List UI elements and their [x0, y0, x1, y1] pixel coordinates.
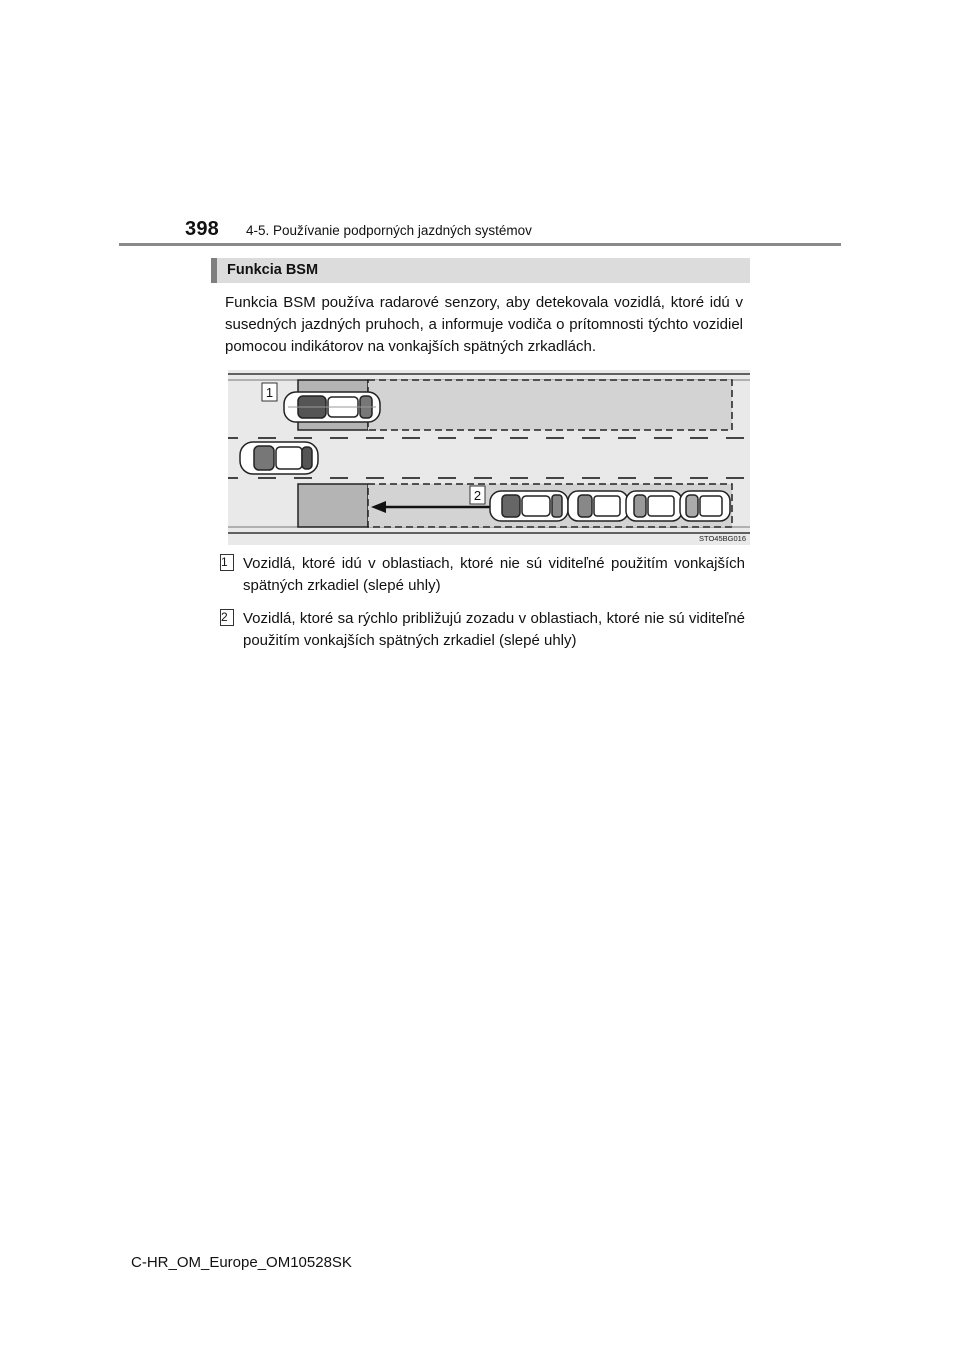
car-approaching-3: [626, 491, 682, 521]
car-own-vehicle: [240, 442, 318, 474]
page-number: 398: [185, 218, 219, 240]
legend-text-1: Vozidlá, ktoré idú v oblastiach, ktoré nie sú viditeľné použitím vonkajších spätných zrkadiel (slepé uhly): [243, 555, 745, 594]
detection-zone-upper: [368, 380, 732, 430]
blind-spot-zone-lower: [298, 484, 368, 527]
bsm-diagram: [228, 370, 750, 545]
callout-1-number: 1: [265, 385, 274, 400]
legend-text-2: Vozidlá, ktoré sa rýchlo približujú zozadu v oblastiach, ktoré nie sú viditeľné použitím vonkajších spätných zrkadiel (slepé uhly): [243, 610, 745, 649]
intro-paragraph: Funkcia BSM používa radarové senzory, aby detekovala vozidlá, ktoré idú v susedných jazdných pruhoch, a informuje vodiča o prítomnosti týchto vozidiel pomocou indikátorov na vonkajších spätných zrkadlách.: [225, 294, 743, 355]
figure-code: STO45BG016: [699, 534, 746, 543]
header-rule: [119, 243, 841, 246]
legend-marker-1: 1: [220, 554, 234, 571]
car-approaching-4: [680, 491, 730, 521]
legend-marker-2: 2: [220, 609, 234, 626]
car-approaching-1: [490, 491, 568, 521]
section-heading-label: Funkcia BSM: [227, 262, 319, 278]
legend-list: [220, 553, 745, 663]
section-heading: [211, 258, 750, 283]
car-approaching-2: [568, 491, 628, 521]
car-blind-spot: [284, 392, 380, 422]
section-title: 4-5. Používanie podporných jazdných systémov: [246, 223, 532, 238]
legend-item-2: [220, 608, 745, 652]
legend-item-1: [220, 553, 745, 597]
document-footer: C-HR_OM_Europe_OM10528SK: [131, 1254, 352, 1271]
callout-2-number: 2: [473, 488, 482, 503]
callout-2-marker: [470, 486, 485, 504]
callout-1-marker: [262, 383, 277, 401]
